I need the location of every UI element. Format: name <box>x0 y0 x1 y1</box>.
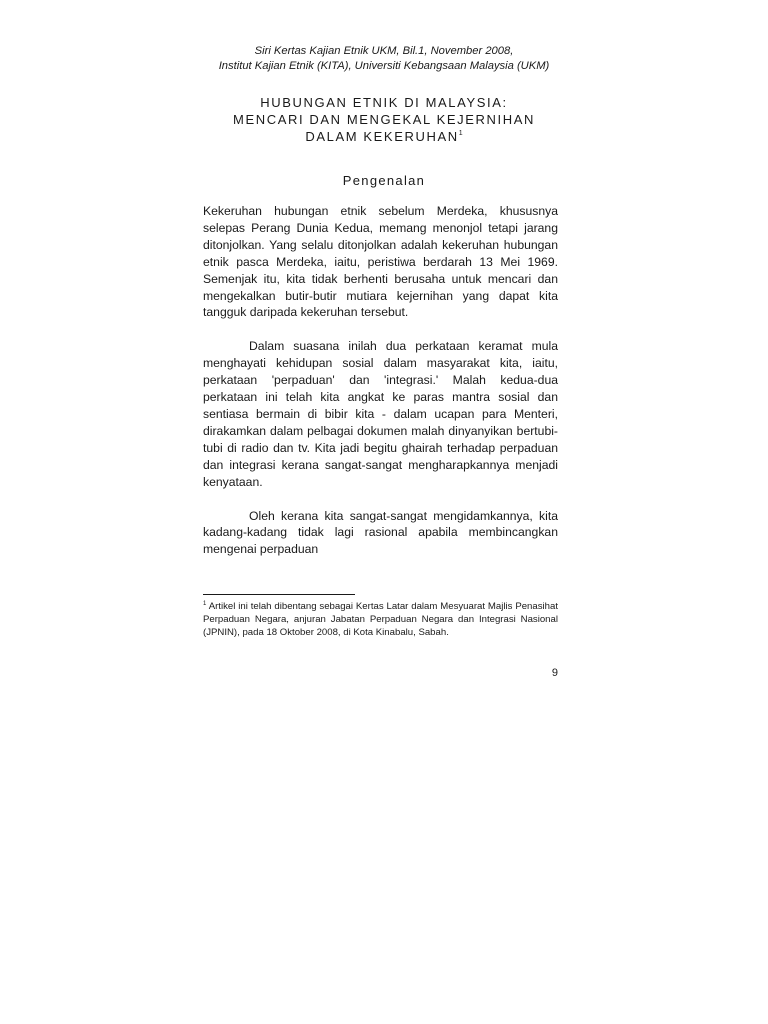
title-line-3-text: DALAM KEKERUHAN <box>305 129 459 144</box>
article-title <box>0 94 768 145</box>
footnote-text: Artikel ini telah dibentang sebagai Kertas Latar dalam Mesyuarat Majlis Penasihat Perpaduan Negara, anjuran Jabatan Perpaduan Negara dan Integrasi Nasional (JPNIN), pada 18 Oktober 2008, di Kota Kinabalu, Sabah. <box>203 601 558 639</box>
running-head-line-2: Institut Kajian Etnik (KITA), Universiti Kebangsaan Malaysia (UKM) <box>218 60 550 72</box>
page-number: 9 <box>551 667 558 679</box>
paragraph-1: Kekeruhan hubungan etnik sebelum Merdeka, khususnya selepas Perang Dunia Kedua, memang menonjol tetapi jarang ditonjolkan. Yang selalu ditonjolkan adalah kekeruhan hubungan etnik pasca Merdeka, iaitu, peristiwa berdarah 13 Mei 1969. Semenjak itu, kita tidak berhenti berusaha untuk mencari dan mengekalkan butir-butir mutiara kejernihan yang dapat kita tangguk daripada kekeruhan tersebut. <box>203 204 558 320</box>
footnote-marker: 1 <box>203 601 207 607</box>
paragraph-2: Dalam suasana inilah dua perkataan keramat mula menghayati kehidupan sosial dalam masyarakat kita, iaitu, perkataan 'perpaduan' dan 'integrasi.' Malah kedua-dua perkataan ini telah kita angkat ke paras mantra sosial dan sentiasa bermain di bibir kita - dalam ucapan para Menteri, dirakamkan dalam pelbagai dokumen malah dinyanyikan bertubi-tubi di radio dan tv. Kita jadi begitu ghairah terhadap perpaduan dan integrasi kerana sangat-sangat mengharapkannya menjadi kenyataan. <box>203 339 558 489</box>
running-head-line-1: Siri Kertas Kajian Etnik UKM, Bil.1, November 2008, <box>254 45 514 57</box>
running-head <box>0 44 768 74</box>
title-line-2: MENCARI DAN MENGEKAL KEJERNIHAN <box>233 112 535 127</box>
title-footnote-marker[interactable]: 1 <box>458 130 463 137</box>
footnote-divider <box>203 594 355 595</box>
section-heading: Pengenalan <box>342 173 426 188</box>
title-line-1: HUBUNGAN ETNIK DI MALAYSIA: <box>260 95 508 110</box>
paragraph-3: Oleh kerana kita sangat-sangat mengidamkannya, kita kadang-kadang tidak lagi rasional apabila membincangkan mengenai perpaduan <box>203 508 558 557</box>
footnote <box>203 600 558 640</box>
title-line-3 <box>0 128 768 145</box>
body-text <box>203 203 558 558</box>
